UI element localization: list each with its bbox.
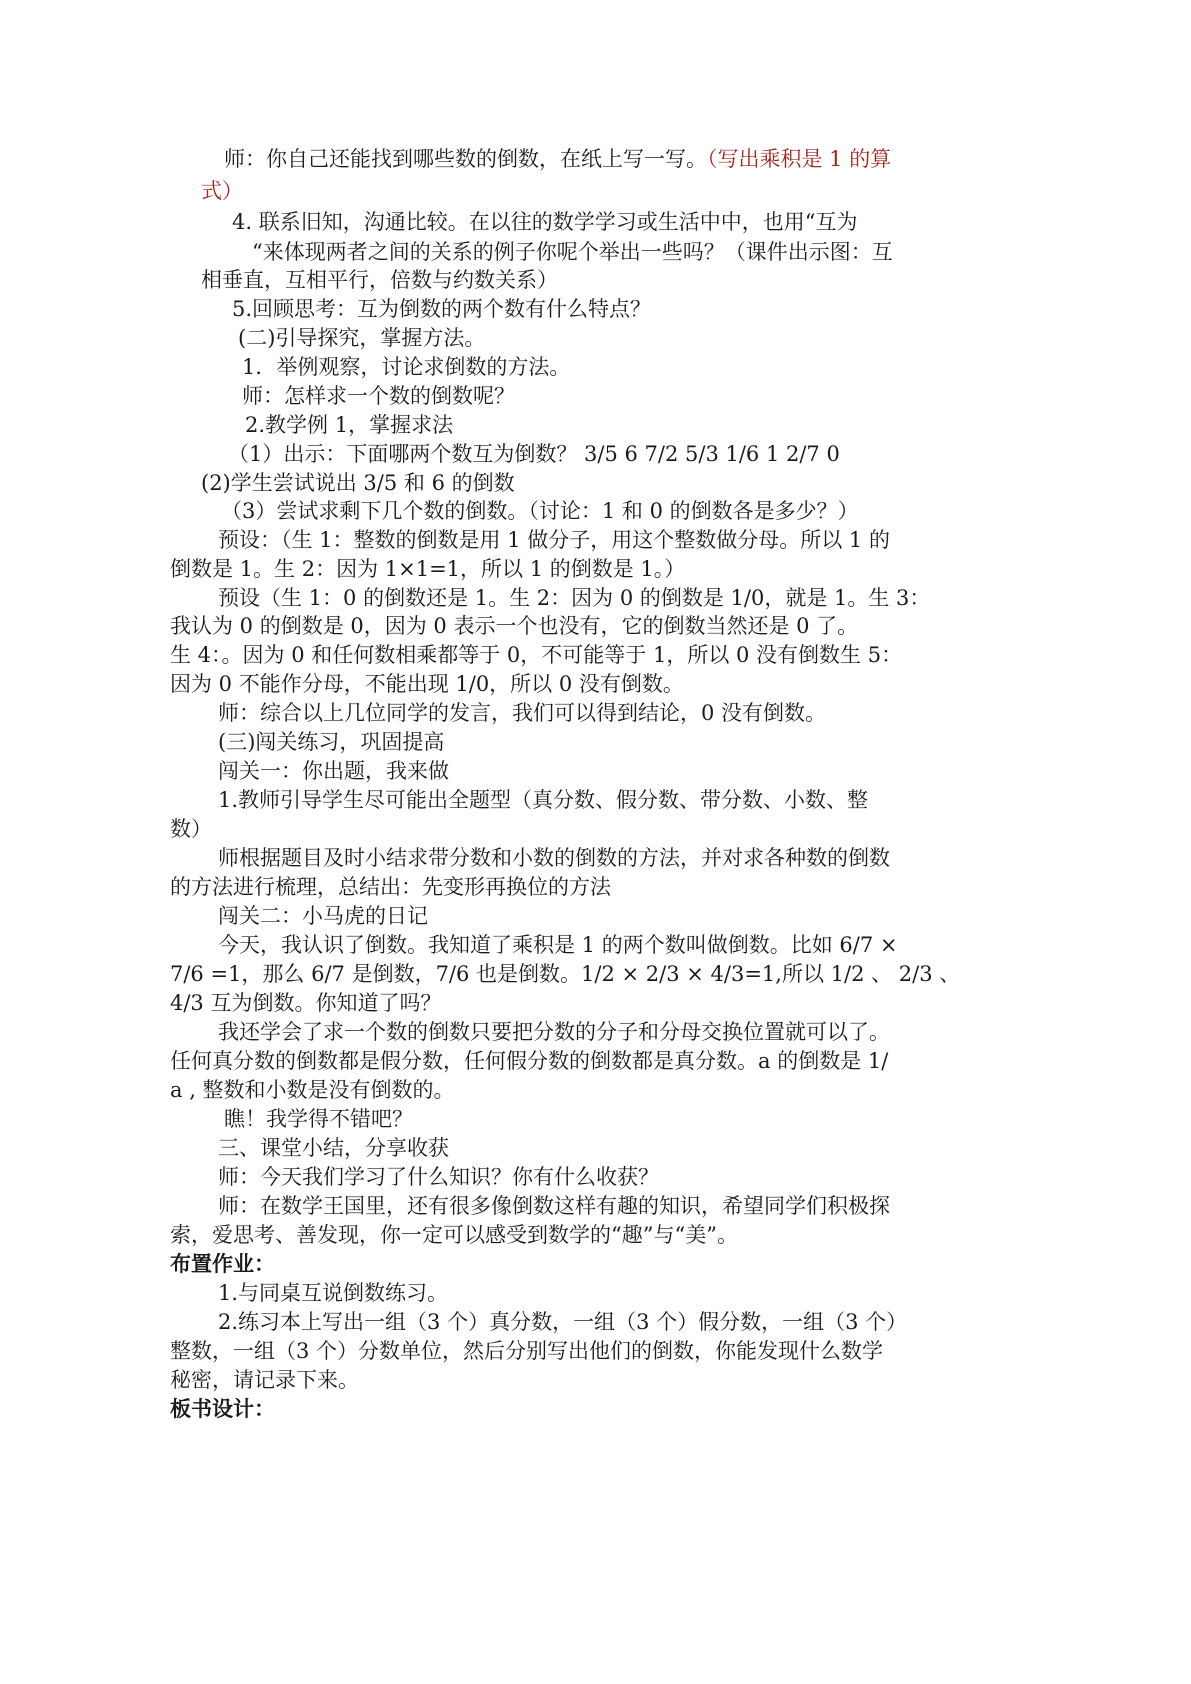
text-line: 式）	[201, 179, 243, 203]
text-line: 预设（生 1：0 的倒数还是 1。生 2：因为 0 的倒数是 1/0，就是 1。生 3：	[218, 586, 931, 610]
text-line: 1.教师引导学生尽可能出全题型（真分数、假分数、带分数、小数、整	[218, 788, 869, 812]
text-line: 师：你自己还能找到哪些数的倒数，在纸上写一写。（写出乘积是 1 的算	[224, 147, 892, 171]
text-line: 1.与同桌互说倒数练习。	[218, 1281, 449, 1305]
text-line: （1）出示：下面哪两个数互为倒数？ 3/5 6 7/2 5/3 1/6 1 2/7 0	[228, 442, 840, 466]
section-heading-board-design: 板书设计：	[170, 1397, 275, 1421]
text-line: （3）尝试求剩下几个数的倒数。（讨论：1 和 0 的倒数各是多少？）	[221, 499, 859, 523]
text-line: (三)闯关练习，巩固提高	[218, 730, 445, 754]
text-line: 师：综合以上几位同学的发言，我们可以得到结论，0 没有倒数。	[218, 701, 827, 725]
text-line: (2)学生尝试说出 3/5 和 6 的倒数	[201, 471, 515, 495]
text-line: 整数，一组（3 个）分数单位，然后分别写出他们的倒数，你能发现什么数学	[170, 1339, 884, 1363]
text-line: 师：怎样求一个数的倒数呢？	[242, 384, 515, 408]
text-line: 4. 联系旧知，沟通比较。在以往的数学学习或生活中中，也用“互为	[232, 210, 858, 234]
text-line: 5.回顾思考：互为倒数的两个数有什么特点？	[232, 297, 652, 321]
text-line: 4/3 互为倒数。你知道了吗？	[170, 991, 442, 1015]
text-line: 2.教学例 1，掌握求法	[245, 413, 454, 437]
text-line: 师根据题目及时小结求带分数和小数的倒数的方法，并对求各种数的倒数	[218, 846, 890, 870]
text-line: 倒数是 1。生 2：因为 1×1=1，所以 1 的倒数是 1。）	[170, 557, 686, 581]
text-line: 瞧！我学得不错吧？	[224, 1107, 413, 1131]
text-line: 因为 0 不能作分母，不能出现 1/0，所以 0 没有倒数。	[170, 672, 684, 696]
text-line: 我认为 0 的倒数是 0，因为 0 表示一个也没有，它的倒数当然还是 0 了。	[170, 614, 859, 638]
text-line: (二)引导探究，掌握方法。	[238, 326, 486, 350]
text-line: 任何真分数的倒数都是假分数，任何假分数的倒数都是真分数。a 的倒数是 1/	[170, 1049, 889, 1073]
text-line: 师：在数学王国里，还有很多像倒数这样有趣的知识，希望同学们积极探	[218, 1194, 890, 1218]
text-line: 我还学会了求一个数的倒数只要把分数的分子和分母交换位置就可以了。	[218, 1020, 890, 1044]
red-note: （写出乘积是 1 的算	[707, 147, 892, 171]
text-line: 预设：（生 1：整数的倒数是用 1 做分子，用这个整数做分母。所以 1 的	[218, 528, 890, 552]
text-line: 2.练习本上写出一组（3 个）真分数，一组（3 个）假分数，一组（3 个）	[218, 1310, 908, 1334]
text-line: “来体现两者之间的关系的例子你呢个举出一些吗？（课件出示图：互	[252, 240, 893, 264]
text-line: 相垂直，互相平行，倍数与约数关系）	[201, 268, 558, 292]
text-line: a , 整数和小数是没有倒数的。	[170, 1078, 455, 1102]
text-line: 生 4：。因为 0 和任何数相乘都等于 0，不可能等于 1，所以 0 没有倒数生 5：	[170, 643, 903, 667]
text-line: 三、课堂小结，分享收获	[218, 1136, 449, 1160]
text-line: 秘密，请记录下来。	[170, 1368, 359, 1392]
text-line: 的方法进行梳理，总结出：先变形再换位的方法	[170, 875, 611, 899]
text-line: 数）	[170, 817, 212, 841]
text-line: 7/6 =1，那么 6/7 是倒数，7/6 也是倒数。1/2 × 2/3 × 4/3=1,所以 1/2 、 2/3 、	[170, 962, 961, 986]
text-line: 索，爱思考、善发现，你一定可以感受到数学的“趣”与“美”。	[170, 1223, 738, 1247]
text-line: 师：今天我们学习了什么知识？你有什么收获？	[218, 1165, 659, 1189]
text-line: 闯关二：小马虎的日记	[218, 904, 428, 928]
text-line: 今天，我认识了倒数。我知道了乘积是 1 的两个数叫做倒数。比如 6/7 ×	[218, 933, 898, 957]
text-line: 1．举例观察，讨论求倒数的方法。	[242, 355, 571, 379]
text-line: 闯关一：你出题，我来做	[218, 759, 449, 783]
section-heading-homework: 布置作业：	[170, 1252, 275, 1276]
